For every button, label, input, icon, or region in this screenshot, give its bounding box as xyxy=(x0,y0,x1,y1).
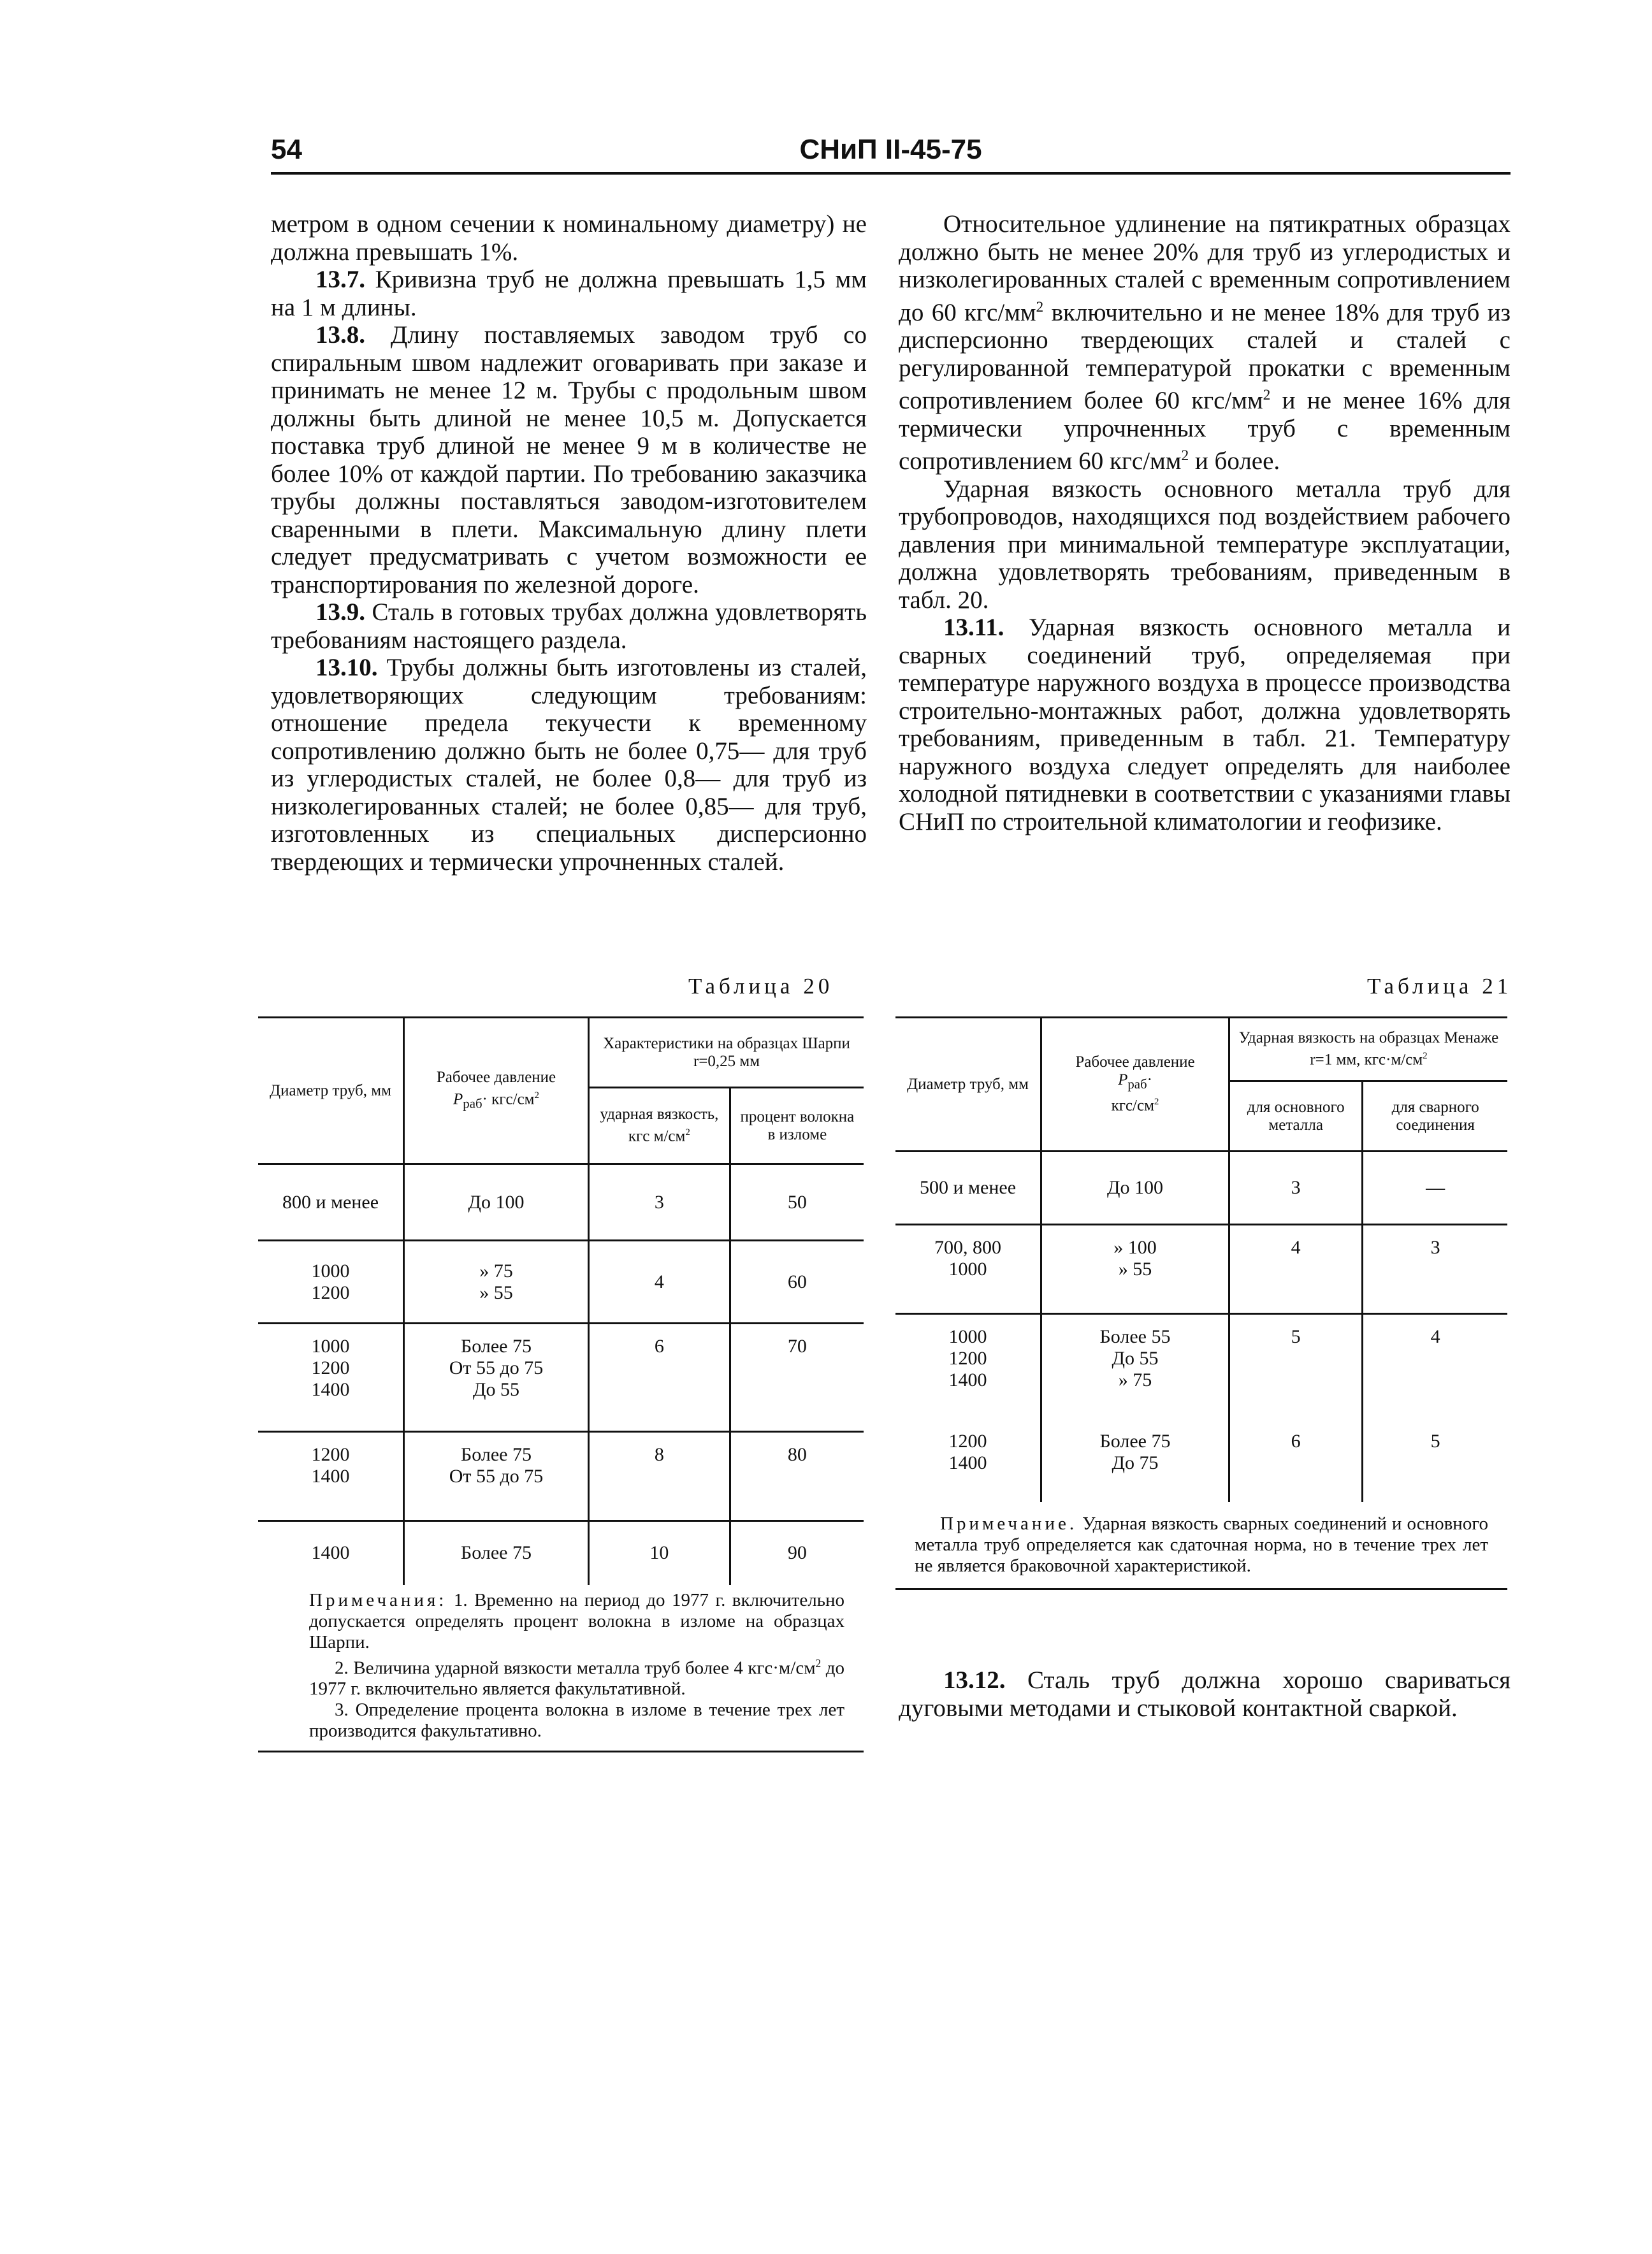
paragraph: метром в одном сечении к номинальному диаметру) не должна превышать 1%. xyxy=(271,210,867,266)
table-row: 800 и менее До 100 3 50 xyxy=(258,1164,864,1241)
table-row: 1400 Более 75 10 90 xyxy=(258,1521,864,1585)
table-row: 1200 1400 Более 75 От 55 до 75 8 80 xyxy=(258,1432,864,1521)
t21-header-diameter: Диаметр труб, мм xyxy=(907,1075,1029,1093)
table-20-notes: Примечания: 1. Временно на период до 1977 г. включительно допускается определять процент волокна в изломе на образцах Шарпи. 2. Величина ударной вязкости металла труб более 4 $кгс\cdot м/см^2$ до 1977 г. включительно является факультативной. 3. Определение процента волокна в изломе в течение трех лет производится факультативно. xyxy=(258,1585,864,1753)
paragraph-13-9: 13.9. Сталь в готовых трубах должна удовлетворять требованиям настоящего раздела. xyxy=(271,598,867,654)
left-column xyxy=(271,210,867,876)
header-rule xyxy=(271,172,1511,175)
paragraph-impact: Ударная вязкость основного металла труб для трубопроводов, находящихся под воздействием рабочего давления при минимальной температуре эксплуатации, должна удовлетворять требованиям, приведенным в табл. 20. xyxy=(899,475,1511,614)
t21-header-base: для основного металла xyxy=(1229,1081,1363,1152)
paragraph-13-12: 13.12. Сталь труб должна хорошо свариваться дуговыми методами и стыковой контактной сваркой. xyxy=(899,1666,1511,1722)
t20-header-diameter: Диаметр труб, мм xyxy=(270,1081,391,1099)
table-row: 500 и менее До 100 3 — xyxy=(895,1152,1507,1225)
document-code: СНиП II-45-75 xyxy=(799,134,982,165)
t20-header-charpy: Характеристики на образцах Шарпи r=0,25 мм xyxy=(589,1018,864,1088)
page-header xyxy=(271,134,1511,177)
table-21-note: Примечание. Ударная вязкость сварных соединений и основного металла труб определяется как сдаточная норма, но в течение трех лет не является браковочной характеристикой. xyxy=(895,1502,1507,1590)
t21-header-weld: для сварного соединения xyxy=(1363,1081,1507,1152)
table-21-caption: Таблица 21 xyxy=(1367,974,1512,999)
t20-header-pressure: Рабочее давление $P_{раб}\cdot кгс/см^2$ xyxy=(404,1018,589,1164)
page-number: 54 xyxy=(271,134,302,165)
right-column xyxy=(899,210,1511,835)
table-20-caption: Таблица 20 xyxy=(688,974,834,999)
table-20 xyxy=(258,1016,864,1752)
table-row: 1000 1200 1400 Более 75 От 55 до 75 До 55 6 70 xyxy=(258,1324,864,1432)
paragraph-13-11: 13.11. Ударная вязкость основного металла и сварных соединений труб, определяемая при температуре наружного воздуха в процессе производства строительно-монтажных работ, должна удовлетворять требованиям, приведенным в табл. 21. Температуру наружного воздуха следует определять для наиболее холодной пятидневки в соответствии с указаниями главы СНиП по строительной климатологии и геофизике. xyxy=(899,614,1511,835)
t20-header-fiber: процент волокна в изломе xyxy=(730,1088,864,1164)
paragraph-elongation: Относительное удлинение на пятикратных образцах должно быть не менее 20% для труб из углеродистых и низколегированных сталей с временным сопротивлением до 60 кгс/$мм^2$ включительно и не менее 18% для труб из дисперсионно твердеющих сталей и сталей с регулированной температурой прокатки с временным сопротивлением более 60 кгс/$мм^2$ и не менее 16% для термически упрочненных труб с временным сопротивлением 60 кгс/$мм^2$ и более. xyxy=(899,210,1511,475)
t21-header-charpy: Ударная вязкость на образцах Менаже r=1 мм, $кгс\cdot м/см^2$ xyxy=(1229,1018,1508,1081)
table-row: 700, 800 1000 » 100 » 55 4 3 xyxy=(895,1225,1507,1314)
table-row: 1000 1200 1400 Более 55 До 55 » 75 5 4 xyxy=(895,1314,1507,1419)
table-21 xyxy=(895,1016,1507,1590)
paragraph-13-7: 13.7. Кривизна труб не должна превышать 1,5 мм на 1 м длины. xyxy=(271,266,867,321)
t20-header-impact: ударная вязкость, кгс $м/см^2$ xyxy=(589,1088,730,1164)
table-row: 1000 1200 » 75 » 55 4 60 xyxy=(258,1241,864,1324)
paragraph-13-8: 13.8. Длину поставляемых заводом труб со спиральным швом надлежит оговаривать при заказе и принимать не менее 12 м. Трубы с продольным швом должны быть длиной не менее 10,5 м. Допускается поставка труб длиной не менее 9 м в количестве не более 10% от каждой партии. По требованию заказчика трубы должны поставляться заводом-изготовителем сваренными в плети. Максимальную длину плети следует предусматривать с учетом возможности ее транспортирования по железной дороге. xyxy=(271,321,867,598)
table-row: 1200 1400 Более 75 До 75 6 5 xyxy=(895,1419,1507,1502)
paragraph-13-10: 13.10. Трубы должны быть изготовлены из сталей, удовлетворяющих следующим требованиям: отношение предела текучести к временному сопротивлению должно быть не более 0,75— для труб из углеродистых сталей, не более 0,8— для труб из низколегированных сталей; не более 0,85— для труб, изготовленных из специальных дисперсионно твердеющих и термически упрочненных сталей. xyxy=(271,654,867,876)
t21-header-pressure: Рабочее давление $P_{раб}\cdot$ кгс/$см^2$ xyxy=(1041,1018,1229,1152)
